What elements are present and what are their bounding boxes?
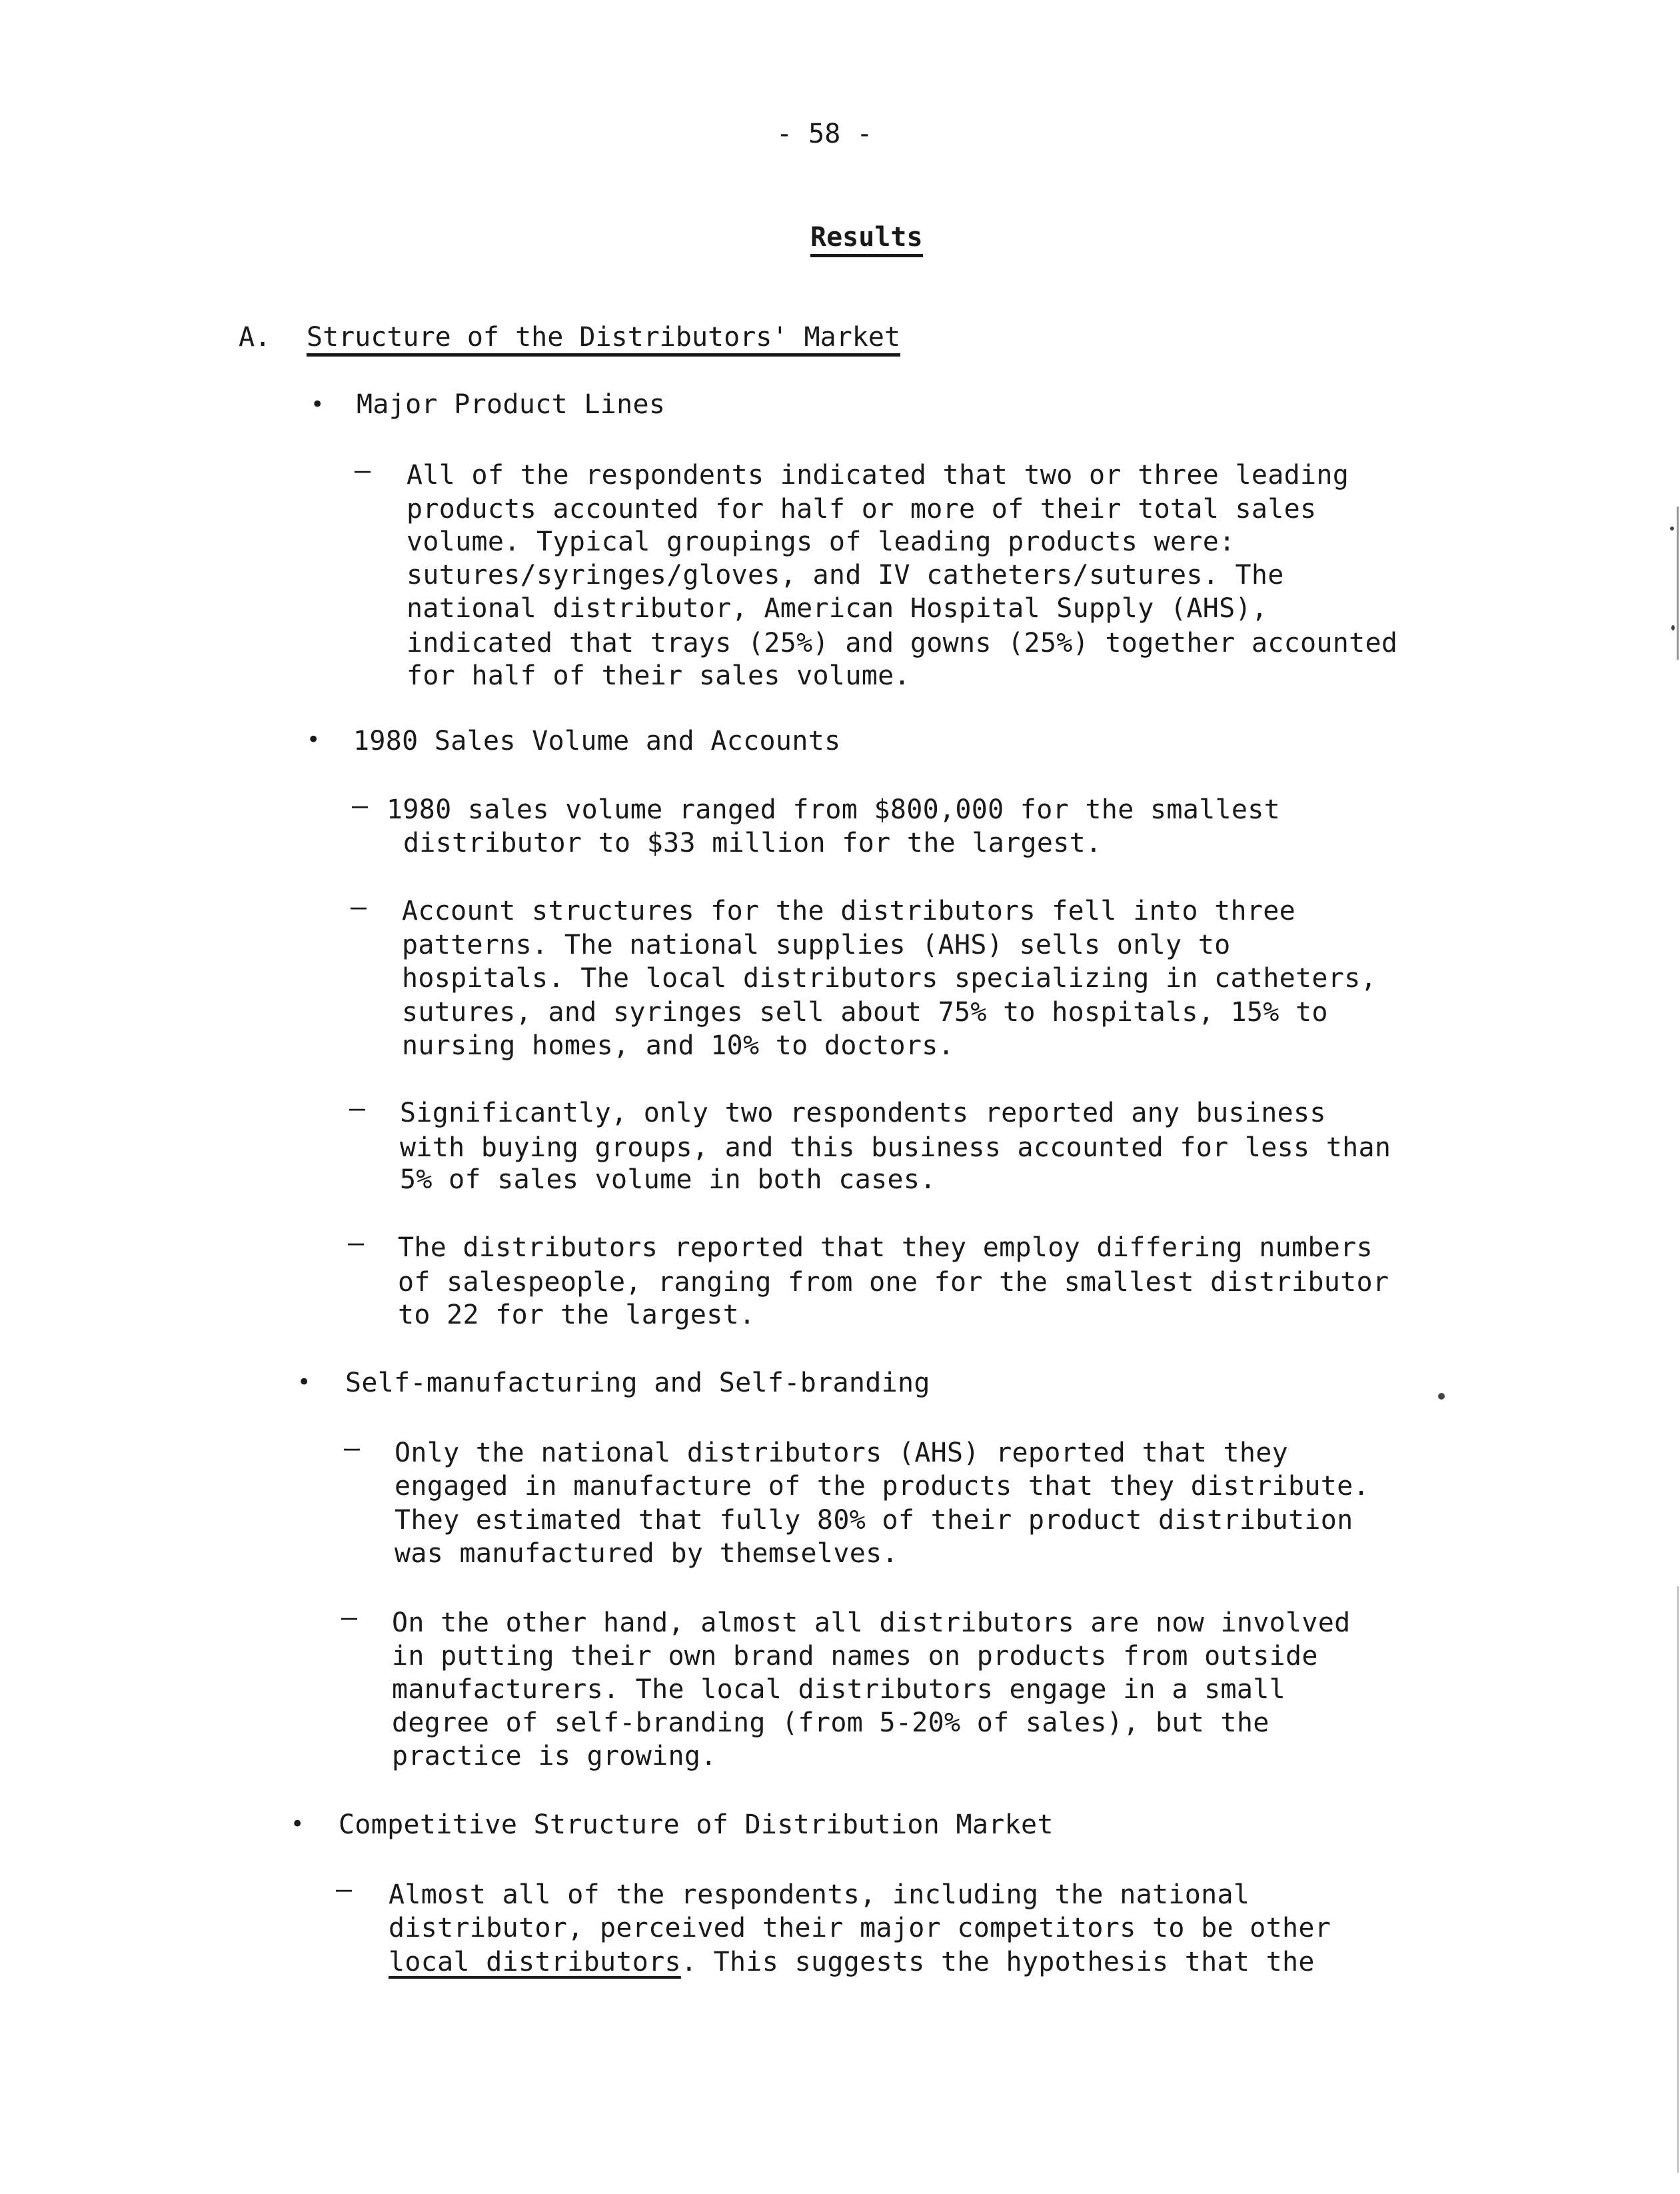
text-line: The distributors reported that they employ differing numbers	[398, 1232, 1373, 1263]
scan-speck	[1670, 527, 1674, 531]
text-line: indicated that trays (25%) and gowns (25%) together accounted	[407, 628, 1398, 658]
text-line: Almost all of the respondents, including the national	[389, 1879, 1250, 1910]
text-line: patterns. The national supplies (AHS) sells only to	[402, 930, 1231, 960]
bullet-self-manufacturing: Self-manufacturing and Self-branding	[345, 1368, 930, 1398]
text-line: distributor to $33 million for the largest.	[403, 828, 1102, 858]
text-line: 5% of sales volume in both cases.	[400, 1164, 936, 1195]
text-line: They estimated that fully 80% of their product distribution	[395, 1505, 1353, 1536]
section-letter: A.	[239, 322, 271, 353]
bullet-marker: •	[307, 726, 321, 753]
bullet-competitive-structure: Competitive Structure of Distribution Market	[339, 1809, 1054, 1840]
page-number: - 58 -	[776, 119, 873, 149]
text-line: All of the respondents indicated that two or three leading	[407, 460, 1349, 491]
text-line: manufacturers. The local distributors engage in a small	[392, 1674, 1286, 1705]
text-line: engaged in manufacture of the products that they distribute.	[395, 1471, 1369, 1502]
text-line: national distributor, American Hospital Supply (AHS),	[407, 593, 1268, 624]
dash-marker: –	[355, 455, 371, 486]
dash-marker: –	[341, 1602, 358, 1633]
scan-speck	[1671, 625, 1675, 630]
text-line: for half of their sales volume.	[407, 660, 910, 691]
dash-marker: –	[349, 1093, 366, 1124]
text-line: hospitals. The local distributors specializing in catheters,	[402, 963, 1377, 994]
scan-edge-mark	[1677, 507, 1679, 660]
scan-speck	[1438, 1393, 1445, 1400]
bullet-sales-volume: 1980 Sales Volume and Accounts	[353, 726, 841, 756]
text-line: products accounted for half or more of their total sales	[407, 494, 1317, 525]
page-title: Results	[810, 222, 923, 257]
text-line: was manufactured by themselves.	[395, 1538, 898, 1569]
text-line: sutures, and syringes sell about 75% to hospitals, 15% to	[402, 997, 1328, 1028]
text-line: Account structures for the distributors fell into three	[402, 896, 1296, 926]
dash-marker: –	[348, 1228, 365, 1258]
dash-marker: –	[344, 1433, 361, 1464]
text-line: nursing homes, and 10% to doctors.	[402, 1030, 954, 1061]
dash-marker: –	[351, 892, 367, 922]
text-line: Significantly, only two respondents reported any business	[400, 1098, 1326, 1128]
text-line: sutures/syringes/gloves, and IV catheters/sutures. The	[407, 560, 1284, 590]
text-line	[389, 1945, 1315, 1979]
text-line: in putting their own brand names on products from outside	[392, 1641, 1318, 1671]
text-line: On the other hand, almost all distributors are now involved	[392, 1608, 1351, 1638]
text-line: 1980 sales volume ranged from $800,000 for the smallest	[387, 794, 1281, 825]
bullet-major-product-lines: Major Product Lines	[357, 389, 666, 420]
text-line: distributor, perceived their major competitors to be other	[389, 1913, 1331, 1943]
bullet-marker: •	[297, 1369, 311, 1396]
bullet-marker: •	[291, 1811, 305, 1837]
text-line: with buying groups, and this business accounted for less than	[400, 1132, 1391, 1163]
scan-edge-mark	[1677, 1586, 1679, 2173]
text-line: Only the national distributors (AHS) reported that they	[395, 1438, 1289, 1468]
text-line: practice is growing.	[392, 1741, 717, 1771]
text-segment: . This suggests the hypothesis that the	[680, 1947, 1315, 1977]
text-line: volume. Typical groupings of leading products were:	[407, 527, 1236, 557]
bullet-marker: •	[311, 391, 325, 418]
section-heading: Structure of the Distributors' Market	[307, 322, 900, 357]
dash-marker: –	[336, 1874, 353, 1905]
dash-marker: –	[352, 790, 369, 821]
text-line: of salespeople, ranging from one for the smallest distributor	[398, 1267, 1389, 1298]
text-line: to 22 for the largest.	[398, 1300, 756, 1330]
underlined-phrase: local distributors	[389, 1947, 681, 1977]
text-line: degree of self-branding (from 5-20% of sales), but the	[392, 1707, 1269, 1738]
